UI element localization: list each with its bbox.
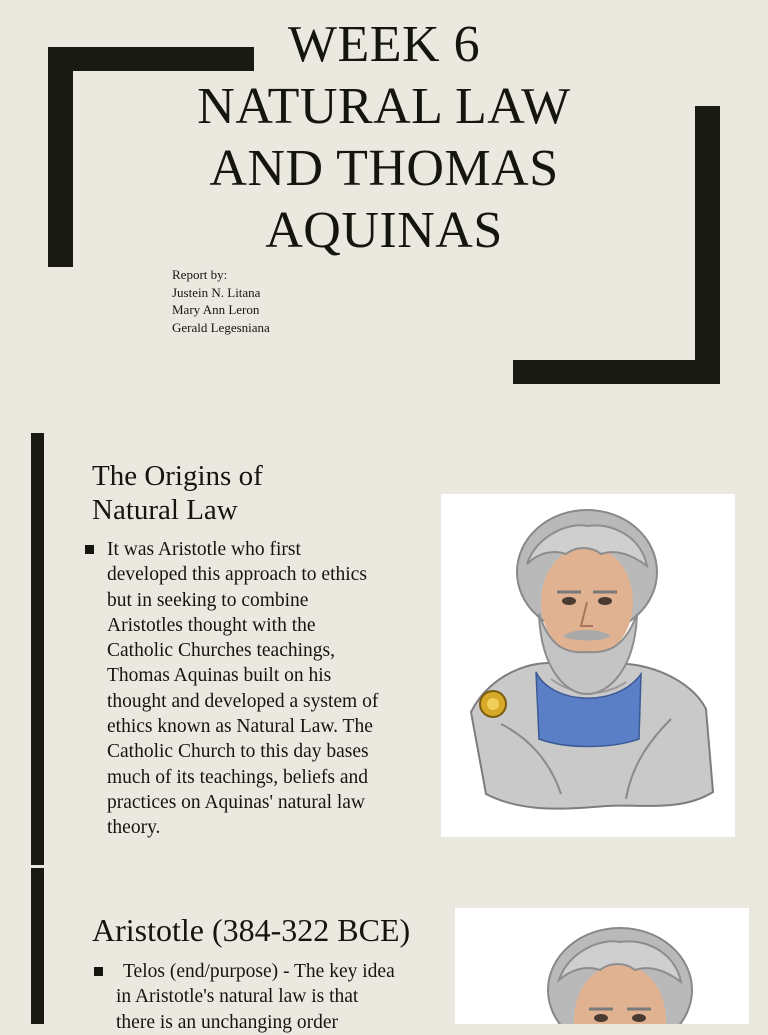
bullet-square-icon — [85, 545, 94, 554]
text-line: much of its teachings, beliefs and — [107, 766, 369, 788]
text-line: developed this approach to ethics — [107, 564, 367, 586]
aristotle-bust-illustration — [441, 494, 735, 837]
author-name: Justein N. Litana — [172, 284, 261, 300]
aristotle-bust-illustration — [455, 908, 749, 1024]
slide-heading: Aristotle (384-322 BCE) — [92, 912, 411, 948]
title-line: NATURAL LAW — [197, 78, 571, 135]
text-line: practices on Aquinas' natural law — [107, 791, 366, 813]
title-slide — [0, 0, 768, 410]
text-line: in Aristotle's natural law is that — [116, 986, 359, 1008]
heading-line: Natural Law — [92, 494, 238, 526]
text-line: but in seeking to combine — [107, 589, 309, 611]
bullet-square-icon — [94, 967, 103, 976]
text-line: It was Aristotle who first — [107, 539, 301, 560]
slide-accent-bar — [31, 868, 44, 1024]
aristotle-portrait — [455, 908, 749, 1024]
aristotle-portrait — [441, 494, 735, 837]
title-line: AQUINAS — [265, 202, 503, 259]
text-line: Catholic Church to this day bases — [107, 741, 369, 763]
author-list — [172, 266, 270, 336]
bracket-bottom-right-horizontal — [513, 360, 720, 384]
text-line: Aristotles thought with the — [107, 614, 316, 636]
title-line: WEEK 6 — [287, 16, 481, 73]
text-line: Catholic Churches teachings, — [107, 640, 335, 662]
text-line: thought and developed a system of — [107, 690, 379, 712]
text-line: Thomas Aquinas built on his — [107, 665, 332, 687]
text-line: theory. — [107, 817, 161, 839]
slide-heading — [92, 459, 263, 527]
text-line: Telos (end/purpose) - The key idea — [123, 961, 395, 982]
heading-line: The Origins of — [92, 460, 263, 492]
bullet-paragraph — [107, 537, 437, 841]
text-line: there is an unchanging order — [116, 1011, 339, 1033]
slide-accent-bar — [31, 433, 44, 865]
author-name: Gerald Legesniana — [172, 319, 270, 335]
report-by-label: Report by: — [172, 267, 228, 282]
title-line: AND THOMAS — [209, 140, 559, 197]
text-line: ethics known as Natural Law. The — [107, 716, 373, 738]
author-name: Mary Ann Leron — [172, 302, 260, 317]
